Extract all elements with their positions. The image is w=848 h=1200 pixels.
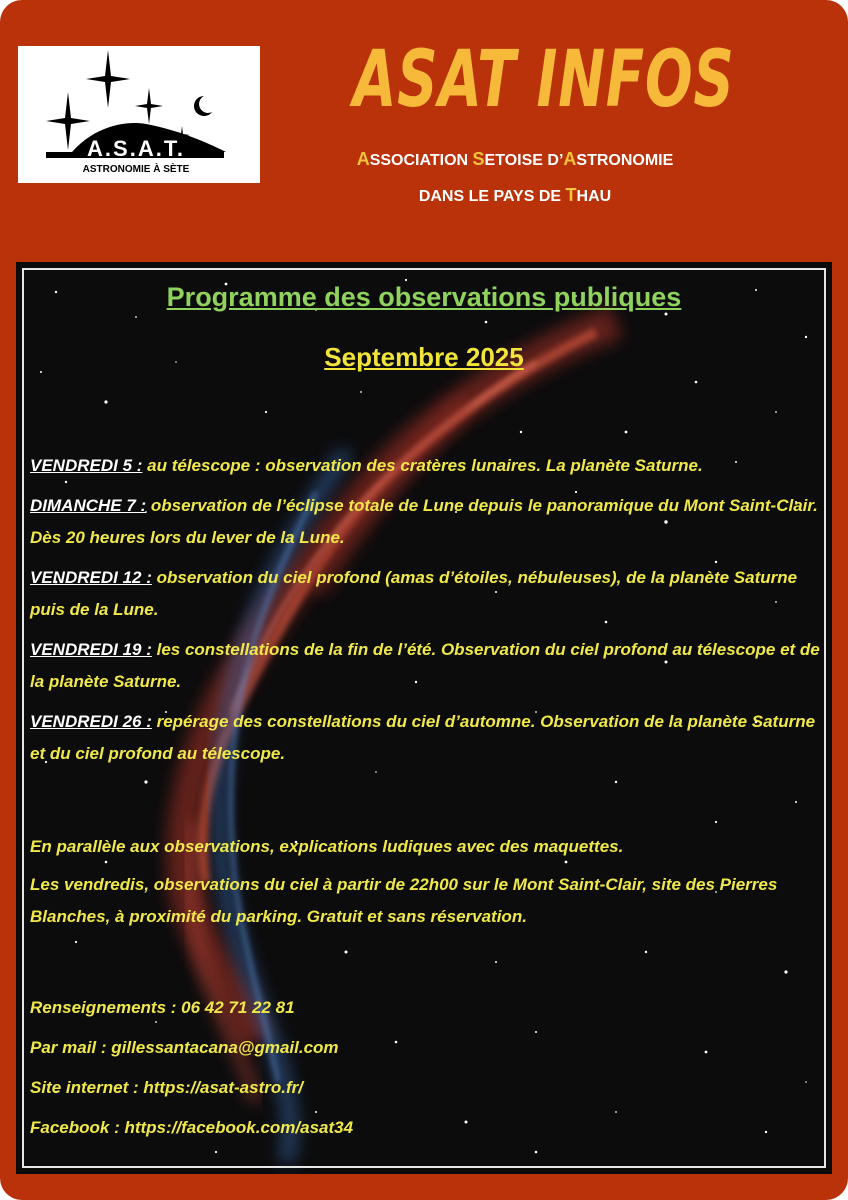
- star-icon: [86, 50, 130, 108]
- event-item: VENDREDI 19 : les constellations de la fin de l’été. Observation du ciel profond au télescope et de la planète Saturne.: [30, 640, 820, 691]
- event-item: VENDREDI 12 : observation du ciel profond (amas d’étoiles, nébuleuses), de la planète Saturne puis de la Lune.: [30, 568, 798, 619]
- event-item: VENDREDI 26 : repérage des constellations du ciel d’automne. Observation de la planète Saturne et du ciel profond au télescope.: [30, 712, 816, 763]
- star-icon: [135, 88, 163, 124]
- asat-logo: [18, 46, 260, 183]
- program-month: Septembre 2025: [324, 342, 524, 372]
- logo-name: A.S.A.T.: [87, 136, 185, 161]
- contact-email: Par mail : gillessantacana@gmail.com: [30, 1038, 339, 1057]
- logo-graphic: [18, 46, 260, 183]
- association-name: ASSOCIATION SETOISE D’ASTRONOMIE: [356, 149, 674, 169]
- moon-icon: [194, 96, 212, 116]
- event-list: [30, 450, 820, 778]
- note-models: En parallèle aux observations, explications ludiques avec des maquettes.: [30, 837, 624, 856]
- logo-tagline: ASTRONOMIE À SÈTE: [82, 164, 190, 175]
- program-panel: [16, 262, 832, 1174]
- notes-section: [30, 831, 820, 939]
- program-title: Programme des observations publiques: [166, 282, 682, 312]
- event-item: VENDREDI 5 : au télescope : observation des cratères lunaires. La planète Saturne.: [30, 456, 703, 475]
- contact-section: [30, 992, 820, 1152]
- association-location: DANS LE PAYS DE THAU: [418, 185, 612, 205]
- note-schedule: Les vendredis, observations du ciel à partir de 22h00 sur le Mont Saint-Clair, site des Pierres Blanches, à proximité du parking. Gratuit et sans réservation.: [30, 875, 778, 926]
- contact-website: Site internet : https://asat-astro.fr/: [30, 1078, 303, 1097]
- newsletter-title: ASAT INFOS: [353, 35, 735, 125]
- event-item: DIMANCHE 7 : observation de l’éclipse totale de Lune depuis le panoramique du Mont Saint-Clair. Dès 20 heures lors du lever de la Lune.: [30, 496, 818, 547]
- program-content: [16, 262, 832, 1174]
- contact-facebook: Facebook : https://facebook.com/asat34: [30, 1118, 354, 1137]
- contact-phone: Renseignements : 06 42 71 22 81: [30, 998, 295, 1017]
